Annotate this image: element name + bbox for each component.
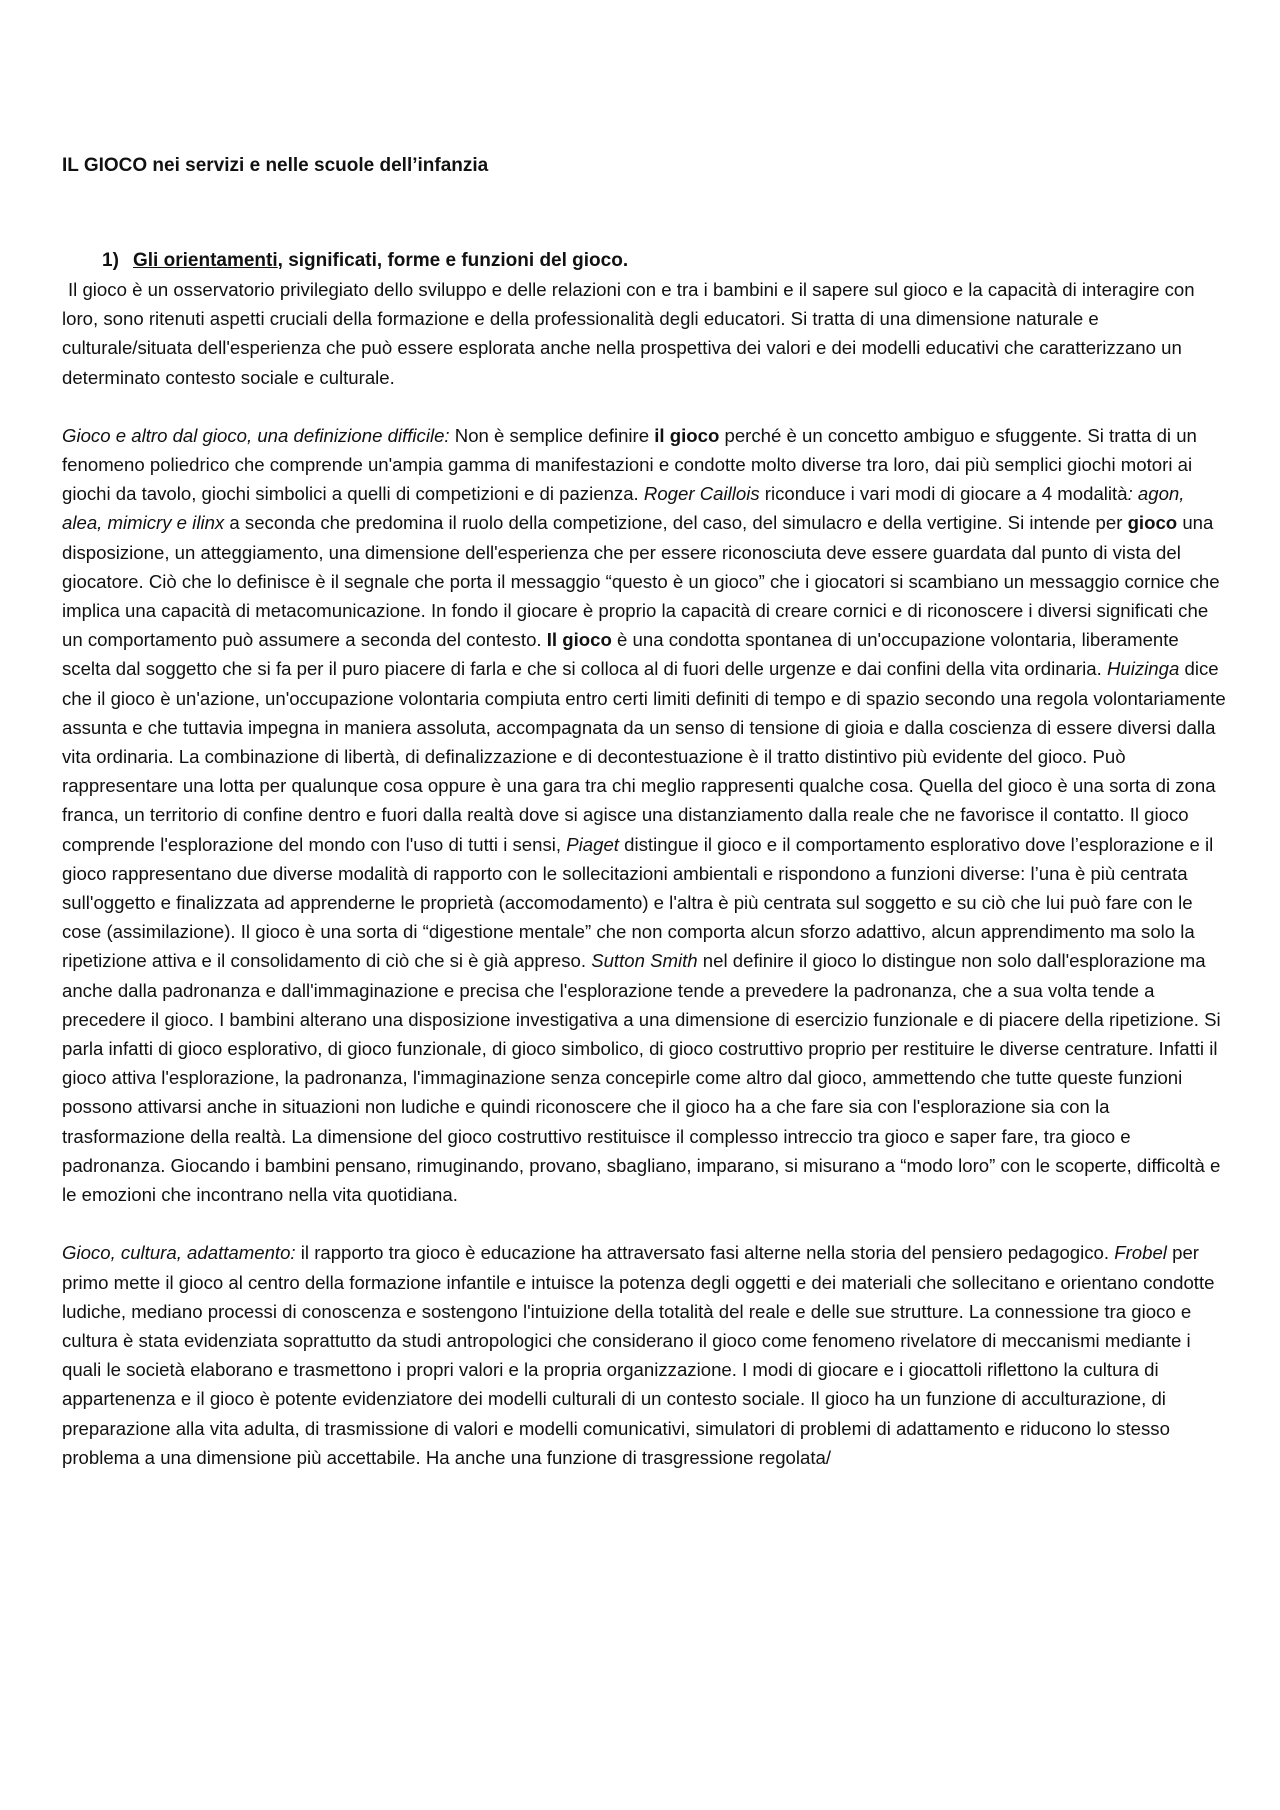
author-name: Huizinga [1106,658,1180,680]
section-heading-rest: , significati, forme e funzioni del gioco. [277,250,629,271]
paragraph-gap [62,392,1228,421]
text-run: dice che il gioco è un'azione, un'occupazione volontaria compiuta entro certi limiti definiti di tempo e di spazio secondo una regola volontariamente assunta e che tuttavia impegna in maniera assoluta, accompagnata da un senso di tensione di gioia e dalla coscienza di essere diversi dalla vita ordinaria. La combinazione di libertà, di definalizzazione e di decontestuazione è il tratto distintivo più evidente del gioco. Può rappresentare una lotta per qualunque cosa oppure è una gara tra chi meglio rappresenti qualche cosa. Quella del gioco è una sorta di zona franca, un territorio di confine dentro e fuori dalla realtà dove si agisce una distanziamento dalla reale che ne favorisce il contatto. Il gioco comprende l'esplorazione del mondo con l'uso di tutti i sensi, [62,658,1226,855]
text-run: una disposizione, un atteggiamento, una dimensione dell'esperienza che per essere riconosciuta deve essere guardata dal punto di vista del giocatore. Ciò che lo definisce è il segnale che porta il messaggio “questo è un gioco” che i giocatori si scambiano un messaggio cornice che implica una capacità di metacomunicazione. In fondo il giocare è proprio la capacità di creare cornici e di riconoscere i diversi significati che un comportamento può assumere a seconda del contesto. [62,512,1220,651]
document-title: IL GIOCO nei servizi e nelle scuole dell’infanzia [62,155,489,176]
text-run: Non è semplice definire [449,424,655,446]
text-run: è una condotta spontanea di un'occupazione volontaria, liberamente scelta dal soggetto che si fa per il puro piacere di farla e che si colloca al di fuori delle urgenze e dai confini della vita ordinaria. [62,629,1179,680]
intro-paragraph: Il gioco è un osservatorio privilegiato dello sviluppo e delle relazioni con e tra i bambini e il sapere sul gioco e la capacità di interagire con loro, sono ritenuti aspetti cruciali della formazione e della professionalità degli educatori. Si tratta di una dimensione naturale e culturale/situata dell'esperienza che può essere esplorata anche nella prospettiva dei valori e dei modelli educativi che caratterizzano un determinato contesto sociale e culturale. [62,279,1195,388]
bold-term: gioco [1127,512,1178,534]
section-heading [62,246,1228,275]
author-name: Roger Caillois [643,483,760,505]
bold-term: Il gioco [546,629,612,651]
author-name: Sutton Smith [591,950,698,972]
paragraph-lead: Gioco e altro dal gioco, una definizione difficile: [62,424,450,446]
section-number: 1) [102,250,119,271]
author-name: Frobel [1114,1242,1167,1264]
italic-term: : agon, alea, mimicry e ilinx [62,483,1185,534]
document-page [62,152,1228,1472]
bold-term: il gioco [654,424,720,446]
text-run: riconduce i vari modi di giocare a 4 modalità [759,483,1128,505]
paragraph-definition [62,421,1228,1209]
text-run: perché è un concetto ambiguo e sfuggente. Si tratta di un fenomeno poliedrico che comprende un'ampia gamma di manifestazioni e condotte molto diverse tra loro, dai più semplici giochi motori ai giochi da tavolo, giochi simbolici a quelli di competizioni e di pazienza. [62,424,1197,505]
author-name: Piaget [566,833,619,855]
paragraph-culture [62,1238,1228,1472]
paragraph-lead: Gioco, cultura, adattamento: [62,1242,296,1264]
text-run: nel definire il gioco lo distingue non solo dall'esplorazione ma anche dalla padronanza e dall'immaginazione e precisa che l'esplorazione tende a prevedere la padronanza, che a sua volta tende a precedere il gioco. I bambini alterano una disposizione investigativa a una dimensione di esercizio funzionale e di piacere della ripetizione. Si parla infatti di gioco esplorativo, di gioco funzionale, di gioco simbolico, di gioco costruttivo proprio per restituire le diverse centrature. Infatti il gioco attiva l'esplorazione, la padronanza, l'immaginazione senza concepirle come altro dal gioco, ammettendo che tutte queste funzioni possono attivarsi anche in situazioni non ludiche e quindi riconoscere che il gioco ha a che fare sia con l'esplorazione sia con la trasformazione della realtà. La dimensione del gioco costruttivo restituisce il complesso intreccio tra gioco e saper fare, tra gioco e padronanza. Giocando i bambini pensano, rimuginando, provano, sbagliano, imparano, si misurano a “modo loro” con le scoperte, difficoltà e le emozioni che incontrano nella vita quotidiana. [62,950,1221,1206]
section-heading-underlined: Gli orientamenti [133,250,278,271]
text-run: per primo mette il gioco al centro della formazione infantile e intuisce la potenza degli oggetti e dei materiali che sollecitano e orientano condotte ludiche, mediano processi di conoscenza e sostengono l'intuizione della totalità del reale e delle sue strutture. La connessione tra gioco e cultura è stata evidenziata soprattutto da studi antropologici che considerano il gioco come fenomeno rivelatore di meccanismi mediante i quali le società elaborano e trasmettono i propri valori e la propria organizzazione. I modi di giocare e i giocattoli riflettono la cultura di appartenenza e il gioco è potente evidenziatore dei modelli culturali di un contesto sociale. Il gioco ha un funzione di acculturazione, di preparazione alla vita adulta, di trasmissione di valori e modelli comunicativi, simulatori di problemi di adattamento e riducono lo stesso problema a una dimensione più accettabile. Ha anche una funzione di trasgressione regolata/ [62,1242,1215,1468]
text-run: distingue il gioco e il comportamento esplorativo dove l’esplorazione e il gioco rappresentano due diverse modalità di rapporto con le sollecitazioni ambientali e rispondono a funzioni diverse: l’una è più centrata sull'oggetto e finalizzata ad apprenderne le proprietà (accomodamento) e l'altra è più centrata sul soggetto e su ciò che lui può fare con le cose (assimilazione). Il gioco è una sorta di “digestione mentale” che non comporta alcun sforzo adattivo, alcun apprendimento ma solo la ripetizione attiva e il consolidamento di ciò che si è già appreso. [62,833,1214,972]
text-run: a seconda che predomina il ruolo della competizione, del caso, del simulacro e della vertigine. Si intende per [224,512,1128,534]
text-run: il rapporto tra gioco è educazione ha attraversato fasi alterne nella storia del pensiero pedagogico. [295,1242,1115,1264]
paragraph-gap [62,1209,1228,1238]
